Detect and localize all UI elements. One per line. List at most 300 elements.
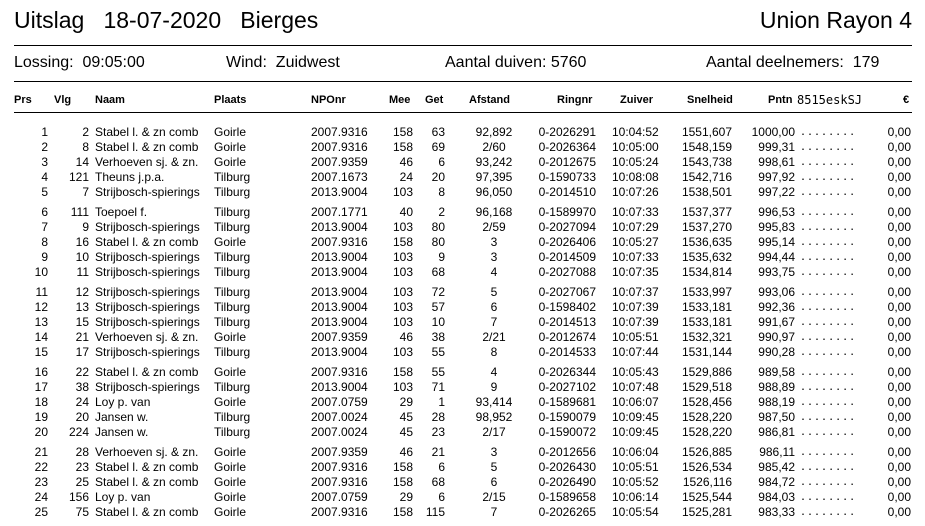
cell-zuiver: 10:07:33 (612, 250, 659, 264)
cell-mee: 103 (392, 345, 413, 359)
cell-ringnr: 0-2026265 (538, 505, 596, 519)
cell-prs: 18 (34, 395, 48, 409)
cell-get: 6 (438, 490, 445, 504)
cell-nponr: 2007.9316 (311, 475, 368, 489)
cell-nponr: 2007.9316 (311, 460, 368, 474)
cell-prs: 4 (41, 170, 48, 184)
cell-nponr: 2013.9004 (311, 345, 368, 359)
cell-ringnr: 0-2026490 (538, 475, 596, 489)
cell-euro: 0,00 (887, 235, 911, 249)
cell-get: 71 (431, 380, 445, 394)
table-row (0, 475, 925, 490)
table-row (0, 205, 925, 220)
cell-mee: 103 (392, 250, 413, 264)
cell-pntn: 988,19 (758, 395, 795, 409)
cell-mee: 158 (392, 140, 413, 154)
cell-vlg: 8 (82, 140, 89, 154)
cell-vlg: 38 (75, 380, 89, 394)
cell-dots: ........ (800, 347, 857, 358)
cell-euro: 0,00 (887, 285, 911, 299)
cell-afstand: 8 (490, 345, 498, 359)
cell-naam: Loy p. van (95, 395, 151, 409)
col-nponr: NPOnr (311, 94, 346, 106)
cell-snelheid: 1542,716 (681, 170, 732, 184)
cell-get: 1 (438, 395, 445, 409)
cell-afstand: 5 (490, 285, 498, 299)
aantal-deelnemers-info: Aantal deelnemers: 179 (706, 54, 880, 71)
col-code: 8515eskSJ (797, 93, 863, 107)
cell-afstand: 96,050 (475, 185, 513, 199)
cell-mee: 103 (392, 285, 413, 299)
cell-zuiver: 10:07:29 (612, 220, 659, 234)
cell-nponr: 2007.9359 (311, 445, 368, 459)
cell-naam: Loy p. van (95, 490, 151, 504)
cell-mee: 29 (399, 395, 413, 409)
cell-afstand: 93,242 (475, 155, 513, 169)
cell-plaats: Tilburg (214, 300, 251, 314)
cell-naam: Stabel l. & zn comb (95, 235, 199, 249)
table-row (0, 220, 925, 235)
col-pntn: Pntn (768, 94, 793, 106)
cell-dots: ........ (800, 302, 857, 313)
table-row (0, 365, 925, 380)
cell-ringnr: 0-2014513 (538, 315, 596, 329)
cell-ringnr: 0-2014510 (538, 185, 596, 199)
page-title: Uitslag 18-07-2020 Bierges (14, 7, 319, 33)
cell-vlg: 156 (68, 490, 89, 504)
cell-naam: Jansen w. (95, 410, 149, 424)
col-ringnr: Ringnr (557, 94, 593, 106)
cell-naam: Stabel l. & zn comb (95, 505, 199, 519)
cell-plaats: Goirle (214, 140, 247, 154)
cell-euro: 0,00 (887, 250, 911, 264)
col-afstand: Afstand (469, 94, 510, 106)
cell-snelheid: 1548,159 (681, 140, 732, 154)
cell-vlg: 12 (75, 285, 89, 299)
cell-plaats: Goirle (214, 395, 247, 409)
cell-dots: ........ (800, 222, 857, 233)
col-get: Get (425, 94, 444, 106)
cell-snelheid: 1525,544 (681, 490, 732, 504)
cell-pntn: 997,22 (758, 185, 795, 199)
cell-get: 28 (431, 410, 445, 424)
cell-get: 23 (431, 425, 445, 439)
cell-nponr: 2013.9004 (311, 285, 368, 299)
cell-pntn: 995,83 (758, 220, 795, 234)
cell-prs: 16 (34, 365, 48, 379)
cell-euro: 0,00 (887, 395, 911, 409)
cell-prs: 24 (34, 490, 48, 504)
cell-snelheid: 1531,144 (681, 345, 732, 359)
cell-plaats: Tilburg (214, 285, 251, 299)
col-plaats: Plaats (214, 94, 247, 106)
cell-prs: 15 (34, 345, 48, 359)
cell-afstand: 6 (490, 475, 498, 489)
table-row (0, 330, 925, 345)
table-row (0, 380, 925, 395)
cell-pntn: 991,67 (758, 315, 795, 329)
cell-afstand: 2/21 (482, 330, 506, 344)
cell-snelheid: 1536,635 (681, 235, 732, 249)
cell-naam: Verhoeven sj. & zn. (95, 330, 199, 344)
table-row (0, 185, 925, 200)
cell-plaats: Goirle (214, 330, 247, 344)
cell-vlg: 11 (76, 265, 89, 279)
table-row (0, 285, 925, 300)
cell-ringnr: 0-2026344 (538, 365, 596, 379)
cell-zuiver: 10:05:54 (612, 505, 659, 519)
cell-vlg: 20 (75, 410, 89, 424)
cell-dots: ........ (800, 252, 857, 263)
cell-dots: ........ (800, 317, 857, 328)
cell-mee: 103 (392, 315, 413, 329)
cell-vlg: 28 (75, 445, 89, 459)
cell-afstand: 5 (490, 460, 498, 474)
cell-mee: 158 (392, 365, 413, 379)
table-row (0, 345, 925, 360)
cell-plaats: Goirle (214, 235, 247, 249)
cell-euro: 0,00 (887, 155, 911, 169)
cell-prs: 25 (34, 505, 48, 519)
cell-plaats: Tilburg (214, 380, 251, 394)
cell-afstand: 97,395 (475, 170, 513, 184)
cell-dots: ........ (800, 447, 857, 458)
cell-dots: ........ (800, 207, 857, 218)
cell-afstand: 4 (490, 265, 498, 279)
table-row (0, 490, 925, 505)
cell-ringnr: 0-2027102 (538, 380, 596, 394)
cell-get: 115 (425, 505, 445, 519)
cell-plaats: Tilburg (214, 220, 251, 234)
cell-ringnr: 0-1589681 (538, 395, 596, 409)
cell-plaats: Tilburg (214, 315, 251, 329)
cell-mee: 158 (392, 460, 413, 474)
club-name: Union Rayon 4 (759, 7, 912, 33)
cell-afstand: 93,414 (475, 395, 513, 409)
cell-nponr: 2007.1771 (311, 205, 368, 219)
cell-plaats: Goirle (214, 505, 247, 519)
cell-ringnr: 0-2014509 (538, 250, 596, 264)
cell-snelheid: 1528,220 (681, 425, 732, 439)
cell-mee: 103 (392, 380, 413, 394)
cell-prs: 3 (41, 155, 48, 169)
cell-naam: Strijbosch-spierings (95, 185, 200, 199)
cell-nponr: 2007.9316 (311, 235, 368, 249)
cell-mee: 24 (399, 170, 413, 184)
cell-mee: 45 (399, 425, 413, 439)
cell-dots: ........ (800, 427, 857, 438)
cell-zuiver: 10:06:14 (612, 490, 659, 504)
cell-euro: 0,00 (887, 300, 911, 314)
cell-pntn: 992,36 (758, 300, 795, 314)
cell-ringnr: 0-2012675 (538, 155, 596, 169)
cell-afstand: 3 (490, 250, 498, 264)
cell-snelheid: 1528,456 (681, 395, 732, 409)
cell-ringnr: 0-2026364 (538, 140, 596, 154)
cell-naam: Strijbosch-spierings (95, 265, 200, 279)
table-row (0, 395, 925, 410)
cell-pntn: 996,53 (758, 205, 795, 219)
table-row (0, 410, 925, 425)
cell-ringnr: 0-2027094 (538, 220, 596, 234)
cell-snelheid: 1528,220 (681, 410, 732, 424)
cell-nponr: 2007.9359 (311, 330, 368, 344)
cell-pntn: 997,92 (758, 170, 795, 184)
cell-plaats: Tilburg (214, 425, 251, 439)
lossing-info: Lossing: 09:05:00 (14, 54, 145, 71)
cell-plaats: Goirle (214, 445, 247, 459)
cell-get: 55 (431, 365, 445, 379)
cell-snelheid: 1533,997 (681, 285, 732, 299)
cell-zuiver: 10:05:52 (612, 475, 659, 489)
cell-vlg: 22 (75, 365, 89, 379)
cell-afstand: 7 (490, 505, 498, 519)
cell-mee: 45 (399, 410, 413, 424)
cell-euro: 0,00 (887, 490, 911, 504)
cell-prs: 7 (41, 220, 48, 234)
cell-zuiver: 10:08:08 (612, 170, 659, 184)
cell-prs: 10 (34, 265, 48, 279)
cell-zuiver: 10:05:43 (612, 365, 659, 379)
cell-afstand: 9 (490, 380, 498, 394)
cell-naam: Toepoel f. (95, 205, 148, 219)
cell-mee: 103 (392, 220, 413, 234)
cell-nponr: 2007.0024 (311, 425, 368, 439)
cell-ringnr: 0-2026430 (538, 460, 596, 474)
cell-pntn: 994,44 (758, 250, 795, 264)
cell-zuiver: 10:05:51 (612, 330, 659, 344)
cell-pntn: 999,31 (758, 140, 795, 154)
cell-mee: 158 (392, 505, 413, 519)
col-euro: € (903, 94, 910, 106)
cell-nponr: 2013.9004 (311, 380, 368, 394)
cell-prs: 13 (34, 315, 48, 329)
cell-get: 20 (431, 170, 445, 184)
cell-mee: 103 (392, 300, 413, 314)
table-row (0, 315, 925, 330)
cell-mee: 29 (399, 490, 413, 504)
cell-naam: Strijbosch-spierings (95, 345, 200, 359)
cell-vlg: 75 (75, 505, 89, 519)
cell-pntn: 987,50 (758, 410, 795, 424)
cell-ringnr: 0-1590079 (538, 410, 596, 424)
cell-naam: Stabel l. & zn comb (95, 125, 199, 139)
cell-afstand: 3 (490, 445, 498, 459)
cell-get: 57 (431, 300, 445, 314)
cell-prs: 14 (34, 330, 48, 344)
cell-euro: 0,00 (887, 265, 911, 279)
cell-euro: 0,00 (887, 185, 911, 199)
cell-dots: ........ (800, 382, 857, 393)
cell-afstand: 2/17 (482, 425, 506, 439)
cell-pntn: 993,06 (758, 285, 795, 299)
cell-pntn: 990,97 (758, 330, 795, 344)
cell-plaats: Tilburg (214, 205, 251, 219)
cell-naam: Stabel l. & zn comb (95, 475, 199, 489)
cell-snelheid: 1529,518 (681, 380, 732, 394)
cell-afstand: 3 (490, 235, 498, 249)
table-row (0, 170, 925, 185)
cell-zuiver: 10:05:24 (612, 155, 659, 169)
cell-mee: 158 (392, 475, 413, 489)
cell-pntn: 1000,00 (751, 125, 795, 139)
cell-get: 68 (431, 475, 445, 489)
cell-dots: ........ (800, 477, 857, 488)
cell-pntn: 984,72 (758, 475, 795, 489)
cell-euro: 0,00 (887, 410, 911, 424)
col-zuiver: Zuiver (620, 94, 654, 106)
cell-get: 9 (438, 250, 445, 264)
cell-vlg: 10 (75, 250, 89, 264)
cell-prs: 1 (41, 125, 48, 139)
cell-prs: 17 (34, 380, 48, 394)
cell-vlg: 14 (75, 155, 89, 169)
cell-nponr: 2007.9316 (311, 365, 368, 379)
cell-prs: 5 (41, 185, 48, 199)
cell-ringnr: 0-2012674 (538, 330, 596, 344)
cell-pntn: 986,11 (759, 445, 795, 459)
cell-afstand: 4 (490, 365, 498, 379)
cell-get: 38 (431, 330, 445, 344)
cell-euro: 0,00 (887, 220, 911, 234)
cell-naam: Stabel l. & zn comb (95, 365, 199, 379)
cell-afstand: 2/60 (482, 140, 506, 154)
cell-zuiver: 10:09:45 (612, 410, 659, 424)
cell-dots: ........ (800, 267, 857, 278)
cell-snelheid: 1526,116 (682, 475, 732, 489)
cell-plaats: Goirle (214, 125, 247, 139)
cell-dots: ........ (800, 397, 857, 408)
cell-snelheid: 1551,607 (681, 125, 732, 139)
table-row (0, 265, 925, 280)
cell-dots: ........ (800, 157, 857, 168)
cell-snelheid: 1538,501 (681, 185, 732, 199)
cell-ringnr: 0-1589970 (538, 205, 596, 219)
table-row (0, 155, 925, 170)
cell-plaats: Goirle (214, 460, 247, 474)
cell-nponr: 2007.9316 (311, 125, 368, 139)
cell-nponr: 2007.1673 (311, 170, 368, 184)
cell-euro: 0,00 (887, 365, 911, 379)
cell-prs: 2 (41, 140, 48, 154)
aantal-duiven-info: Aantal duiven: 5760 (445, 54, 587, 71)
cell-vlg: 224 (68, 425, 89, 439)
cell-pntn: 983,33 (758, 505, 795, 519)
cell-naam: Verhoeven sj. & zn. (95, 445, 199, 459)
cell-plaats: Tilburg (214, 250, 251, 264)
cell-zuiver: 10:05:27 (612, 235, 659, 249)
cell-naam: Strijbosch-spierings (95, 250, 200, 264)
cell-zuiver: 10:07:39 (612, 315, 659, 329)
col-prs: Prs (14, 94, 32, 106)
cell-vlg: 25 (75, 475, 89, 489)
cell-vlg: 24 (75, 395, 89, 409)
cell-dots: ........ (800, 412, 857, 423)
cell-ringnr: 0-1590072 (538, 425, 596, 439)
cell-zuiver: 10:04:52 (612, 125, 659, 139)
cell-euro: 0,00 (887, 205, 911, 219)
cell-vlg: 13 (75, 300, 89, 314)
cell-zuiver: 10:07:48 (612, 380, 659, 394)
cell-vlg: 15 (75, 315, 89, 329)
cell-euro: 0,00 (887, 140, 911, 154)
cell-dots: ........ (800, 507, 857, 518)
cell-afstand: 96,168 (475, 205, 513, 219)
cell-ringnr: 0-2027088 (538, 265, 596, 279)
cell-vlg: 21 (75, 330, 89, 344)
cell-vlg: 7 (82, 185, 89, 199)
cell-snelheid: 1534,814 (681, 265, 732, 279)
cell-get: 8 (438, 185, 445, 199)
cell-zuiver: 10:07:44 (612, 345, 659, 359)
cell-euro: 0,00 (887, 380, 911, 394)
cell-get: 69 (431, 140, 445, 154)
cell-naam: Strijbosch-spierings (95, 220, 200, 234)
cell-snelheid: 1543,738 (681, 155, 732, 169)
table-row (0, 300, 925, 315)
cell-afstand: 7 (490, 315, 498, 329)
cell-get: 10 (431, 315, 445, 329)
cell-snelheid: 1526,534 (681, 460, 732, 474)
cell-pntn: 990,28 (758, 345, 795, 359)
cell-ringnr: 0-1598402 (538, 300, 596, 314)
cell-dots: ........ (800, 332, 857, 343)
cell-nponr: 2007.0024 (311, 410, 368, 424)
cell-snelheid: 1532,321 (681, 330, 732, 344)
cell-dots: ........ (800, 287, 857, 298)
cell-snelheid: 1537,270 (681, 220, 732, 234)
cell-naam: Stabel l. & zn comb (95, 460, 199, 474)
cell-nponr: 2013.9004 (311, 250, 368, 264)
table-row (0, 125, 925, 140)
cell-ringnr: 0-2012656 (538, 445, 596, 459)
cell-euro: 0,00 (887, 315, 911, 329)
table-row (0, 250, 925, 265)
cell-mee: 103 (392, 185, 413, 199)
cell-get: 72 (431, 285, 445, 299)
cell-nponr: 2007.9359 (311, 155, 368, 169)
cell-mee: 103 (392, 265, 413, 279)
cell-zuiver: 10:05:00 (612, 140, 659, 154)
cell-zuiver: 10:09:45 (612, 425, 659, 439)
cell-plaats: Tilburg (214, 410, 251, 424)
cell-plaats: Tilburg (214, 170, 251, 184)
cell-naam: Stabel l. & zn comb (95, 140, 199, 154)
cell-zuiver: 10:06:04 (612, 445, 659, 459)
cell-zuiver: 10:07:39 (612, 300, 659, 314)
cell-nponr: 2007.0759 (311, 490, 368, 504)
cell-mee: 158 (392, 125, 413, 139)
cell-pntn: 993,75 (758, 265, 795, 279)
cell-dots: ........ (800, 237, 857, 248)
cell-pntn: 985,42 (758, 460, 795, 474)
cell-snelheid: 1535,632 (681, 250, 732, 264)
table-row (0, 140, 925, 155)
cell-naam: Strijbosch-spierings (95, 380, 200, 394)
cell-nponr: 2013.9004 (311, 185, 368, 199)
cell-nponr: 2013.9004 (311, 300, 368, 314)
cell-mee: 46 (399, 155, 413, 169)
cell-get: 80 (431, 220, 445, 234)
col-vlg: Vlg (54, 94, 72, 106)
cell-dots: ........ (800, 492, 857, 503)
cell-plaats: Tilburg (214, 345, 251, 359)
cell-afstand: 2/15 (482, 490, 506, 504)
cell-dots: ........ (800, 187, 857, 198)
cell-pntn: 984,03 (758, 490, 795, 504)
cell-mee: 158 (392, 235, 413, 249)
cell-prs: 20 (34, 425, 48, 439)
